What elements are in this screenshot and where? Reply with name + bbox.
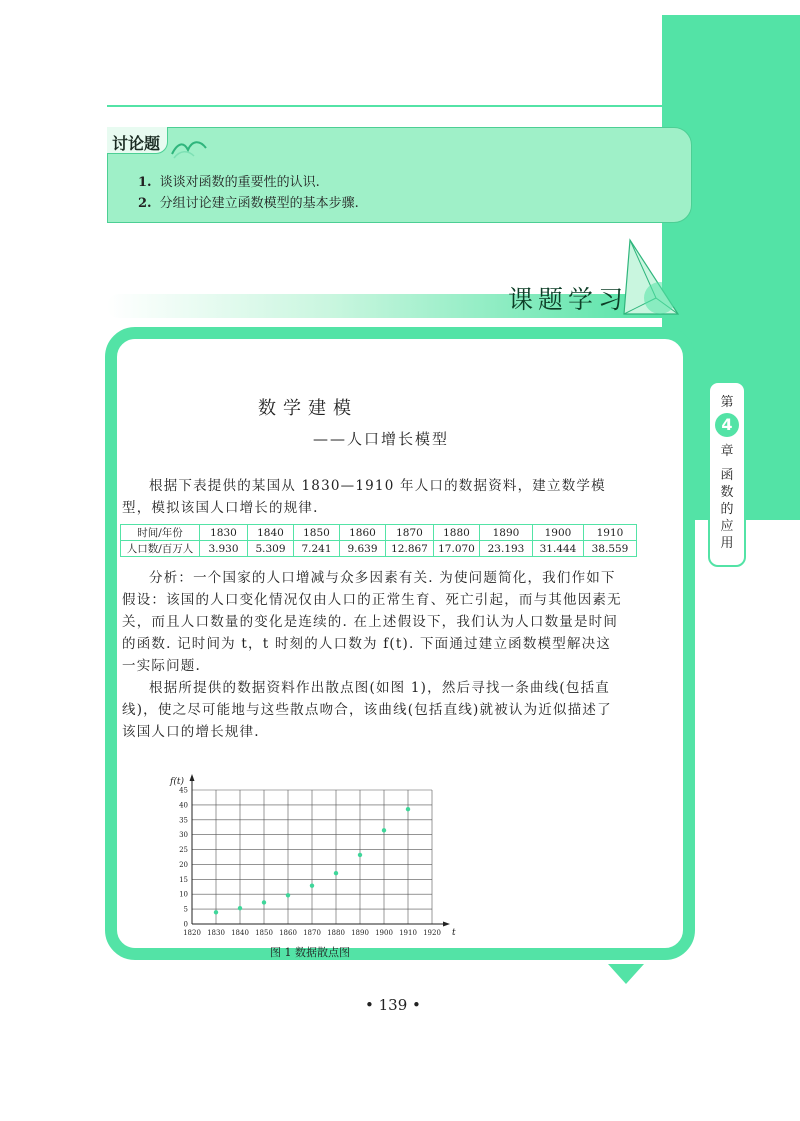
row-header: 人口数/百万人 bbox=[121, 541, 200, 557]
year-row bbox=[121, 525, 637, 541]
x-tick-label: 1840 bbox=[231, 929, 249, 937]
year-cell: 1900 bbox=[533, 525, 584, 541]
x-axis-arrow bbox=[443, 922, 450, 927]
x-tick-label: 1910 bbox=[399, 929, 417, 937]
x-tick-label: 1900 bbox=[375, 929, 393, 937]
data-point bbox=[358, 853, 362, 857]
section-banner-title: 课题学习 bbox=[508, 285, 629, 314]
y-tick-label: 15 bbox=[179, 875, 188, 884]
item-text: 分组讨论建立函数模型的基本步骤. bbox=[159, 196, 359, 211]
population-cell: 38.559 bbox=[584, 541, 637, 557]
item-text: 谈谈对函数的重要性的认识. bbox=[159, 175, 320, 190]
y-tick-label: 10 bbox=[179, 890, 188, 899]
year-cell: 1880 bbox=[434, 525, 480, 541]
data-point bbox=[214, 910, 218, 914]
y-tick-label: 20 bbox=[179, 860, 188, 869]
analysis-paragraph bbox=[122, 567, 622, 743]
data-point bbox=[238, 906, 242, 910]
chapter-number: 4 bbox=[715, 413, 739, 437]
chapter-suffix: 章 bbox=[720, 444, 734, 459]
year-cell: 1850 bbox=[294, 525, 340, 541]
year-cell: 1860 bbox=[340, 525, 386, 541]
article-subtitle: ——人口增长模型 bbox=[313, 430, 450, 448]
x-tick-label: 1860 bbox=[279, 929, 297, 937]
data-point bbox=[334, 871, 338, 875]
analysis-text-2: 根据所提供的数据资料作出散点图(如图 1)，然后寻找一条曲线(包括直线)，使之尽可能地与这些散点吻合，该曲线(包括直线)就被认为近似描述了该国人口的增长规律. bbox=[122, 680, 612, 740]
row-header: 时间/年份 bbox=[121, 525, 200, 541]
discussion-title: 讨论题 bbox=[112, 134, 161, 153]
population-cell: 7.241 bbox=[294, 541, 340, 557]
discussion-item bbox=[138, 193, 359, 214]
population-row bbox=[121, 541, 637, 557]
population-cell: 3.930 bbox=[200, 541, 248, 557]
figure-caption: 图 1 数据散点图 bbox=[270, 946, 350, 959]
chapter-name: 函 数 的 应 用 bbox=[720, 468, 734, 551]
chapter-tab bbox=[708, 381, 746, 567]
discussion-item bbox=[138, 172, 359, 193]
data-point bbox=[262, 900, 266, 904]
population-cell: 9.639 bbox=[340, 541, 386, 557]
y-axis-label: f(t) bbox=[170, 777, 184, 787]
year-cell: 1910 bbox=[584, 525, 637, 541]
x-tick-label: 1830 bbox=[207, 929, 225, 937]
year-cell: 1830 bbox=[200, 525, 248, 541]
y-tick-label: 45 bbox=[179, 786, 188, 795]
y-tick-label: 35 bbox=[179, 816, 188, 825]
scatter-chart bbox=[164, 772, 454, 942]
population-cell: 5.309 bbox=[248, 541, 294, 557]
data-point bbox=[382, 828, 386, 832]
x-tick-label: 1870 bbox=[303, 929, 321, 937]
page-number: • 139 • bbox=[365, 996, 421, 1014]
x-tick-label: 1890 bbox=[351, 929, 369, 937]
intro-paragraph: 根据下表提供的某国从 1830—1910 年人口的数据资料，建立数学模型，模拟该国人口增长的规律. bbox=[122, 478, 606, 516]
y-tick-label: 25 bbox=[179, 846, 188, 855]
population-cell: 23.193 bbox=[480, 541, 533, 557]
analysis-text-1: 分析：一个国家的人口增减与众多因素有关. 为使问题简化，我们作如下假设：该国的人口变化情况仅由人口的正常生育、死亡引起，而与其他因素无关，而且人口数量的变化是连续的. 在上述假设下，我们认为人口数量是时间的函数. 记时间为 t，t 时刻的人口数为 f(t). 下面通过建立函数模型解决这一实际问题. bbox=[122, 570, 622, 674]
population-cell: 31.444 bbox=[533, 541, 584, 557]
x-tick-label: 1850 bbox=[255, 929, 273, 937]
chapter-prefix: 第 bbox=[720, 395, 734, 410]
population-table bbox=[120, 524, 637, 557]
data-point bbox=[310, 883, 314, 887]
x-tick-label: 1880 bbox=[327, 929, 345, 937]
article-title: 数学建模 bbox=[258, 398, 358, 419]
x-axis-label: t bbox=[452, 928, 456, 938]
data-point bbox=[406, 807, 410, 811]
corner-arrow-decoration bbox=[608, 964, 644, 984]
x-tick-label: 1820 bbox=[183, 929, 201, 937]
y-axis-arrow bbox=[190, 774, 195, 781]
top-divider bbox=[107, 105, 662, 107]
data-point bbox=[286, 893, 290, 897]
discussion-wave-icon bbox=[170, 136, 208, 160]
year-cell: 1840 bbox=[248, 525, 294, 541]
item-number: 2. bbox=[138, 196, 152, 211]
x-tick-label: 1920 bbox=[423, 929, 441, 937]
pyramid-decoration-icon bbox=[620, 236, 682, 318]
population-cell: 17.070 bbox=[434, 541, 480, 557]
population-cell: 12.867 bbox=[386, 541, 434, 557]
year-cell: 1890 bbox=[480, 525, 533, 541]
item-number: 1. bbox=[138, 175, 152, 190]
y-tick-label: 40 bbox=[179, 801, 188, 810]
year-cell: 1870 bbox=[386, 525, 434, 541]
discussion-list bbox=[138, 172, 359, 214]
y-tick-label: 5 bbox=[183, 905, 188, 914]
y-tick-label: 0 bbox=[183, 920, 188, 929]
y-tick-label: 30 bbox=[179, 831, 188, 840]
